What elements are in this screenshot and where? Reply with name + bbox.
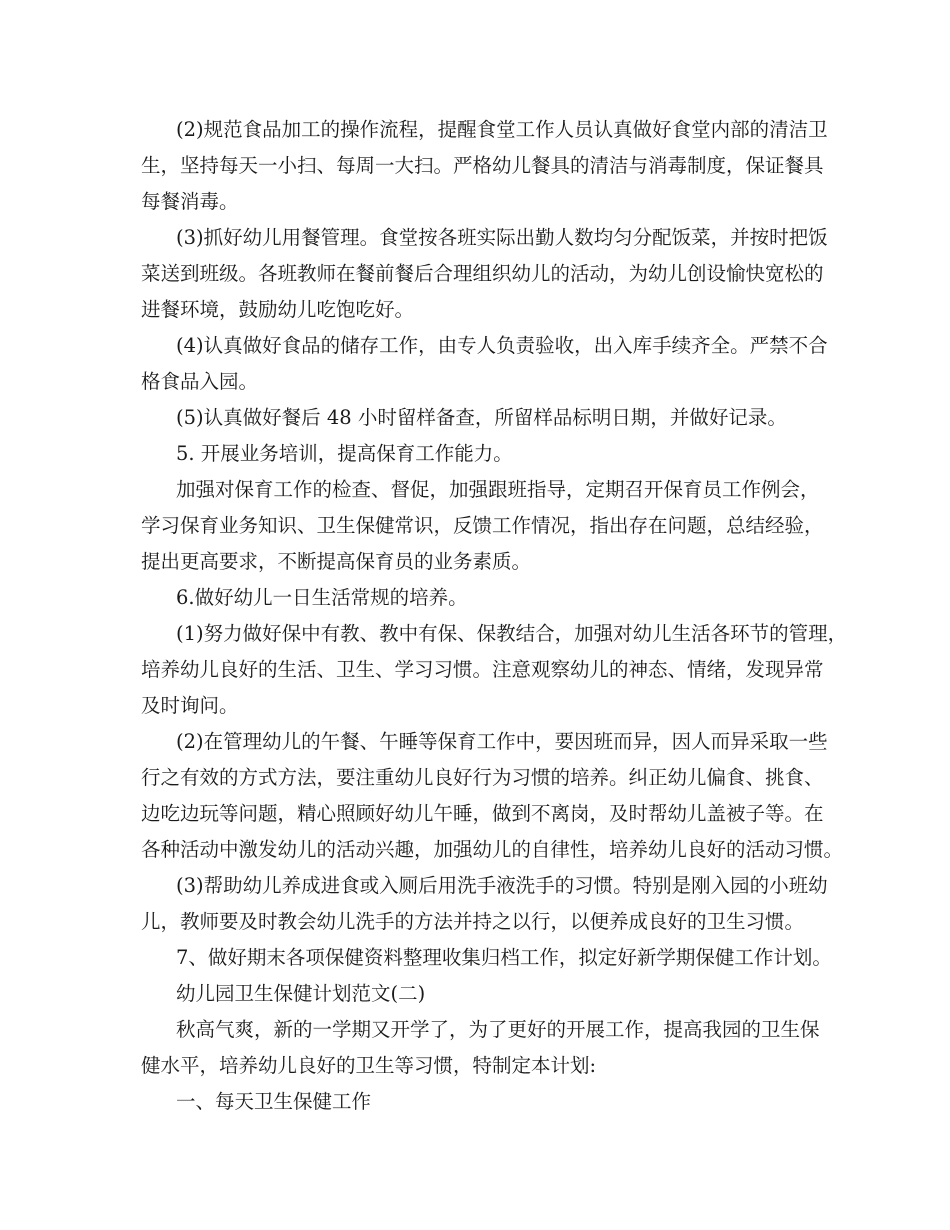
- text-line: 秋高气爽，新的一学期又开学了，为了更好的开展工作，提高我园的卫生保: [176, 1018, 820, 1041]
- text-line: (4)认真做好食品的储存工作，由专人负责验收，出入库手续齐全。严禁不合: [176, 334, 828, 357]
- text-line: 各种活动中激发幼儿的活动兴趣，加强幼儿的自律性，培养幼儿良好的活动习惯。: [141, 838, 844, 861]
- text-line: (2)规范食品加工的操作流程，提醒食堂工作人员认真做好食堂内部的清洁卫: [176, 118, 828, 141]
- document-subtitle: 幼儿园卫生保健计划范文(二): [176, 982, 426, 1005]
- text-line: (2)在管理幼儿的午餐、午睡等保育工作中，要因班而异，因人而异采取一些: [176, 730, 828, 753]
- text-line: 培养幼儿良好的生活、卫生、学习习惯。注意观察幼儿的神态、情绪，发现异常: [141, 658, 824, 681]
- text-line: 儿，教师要及时教会幼儿洗手的方法并持之以行，以便养成良好的卫生习惯。: [141, 910, 805, 933]
- text-line: (1)努力做好保中有教、教中有保、保教结合，加强对幼儿生活各环节的管理，: [176, 622, 848, 645]
- text-line: 边吃边玩等问题，精心照顾好幼儿午睡，做到不离岗，及时帮幼儿盖被子等。在: [141, 802, 824, 825]
- text-line: (5)认真做好餐后 48 小时留样备查，所留样品标明日期，并做好记录。: [176, 406, 787, 429]
- text-line: (3)抓好幼儿用餐管理。食堂按各班实际出勤人数均匀分配饭菜，并按时把饭: [176, 226, 828, 249]
- section-heading: 6.做好幼儿一日生活常规的培养。: [176, 586, 468, 609]
- text-line: 及时询问。: [141, 694, 239, 717]
- text-line: 学习保育业务知识、卫生保健常识，反馈工作情况，指出存在问题，总结经验，: [141, 514, 824, 537]
- section-heading: 5. 开展业务培训，提高保育工作能力。: [176, 442, 513, 465]
- text-line: 每餐消毒。: [141, 190, 239, 213]
- text-line: 格食品入园。: [141, 370, 259, 393]
- text-line: 进餐环境，鼓励幼儿吃饱吃好。: [141, 298, 415, 321]
- text-line: 行之有效的方式方法，要注重幼儿良好行为习惯的培养。纠正幼儿偏食、挑食、: [141, 766, 824, 789]
- text-line: 菜送到班级。各班教师在餐前餐后合理组织幼儿的活动，为幼儿创设愉快宽松的: [141, 262, 824, 285]
- text-line: 生，坚持每天一小扫、每周一大扫。严格幼儿餐具的清洁与消毒制度，保证餐具: [141, 154, 824, 177]
- text-line: (3)帮助幼儿养成进食或入厕后用洗手液洗手的习惯。特别是刚入园的小班幼: [176, 874, 828, 897]
- section-heading: 7、做好期末各项保健资料整理收集归档工作，拟定好新学期保健工作计划。: [176, 946, 832, 969]
- section-heading: 一、每天卫生保健工作: [176, 1090, 372, 1113]
- text-line: 加强对保育工作的检查、督促，加强跟班指导，定期召开保育员工作例会，: [176, 478, 820, 501]
- text-line: 提出更高要求，不断提高保育员的业务素质。: [141, 550, 532, 573]
- text-line: 健水平，培养幼儿良好的卫生等习惯，特制定本计划:: [141, 1054, 597, 1077]
